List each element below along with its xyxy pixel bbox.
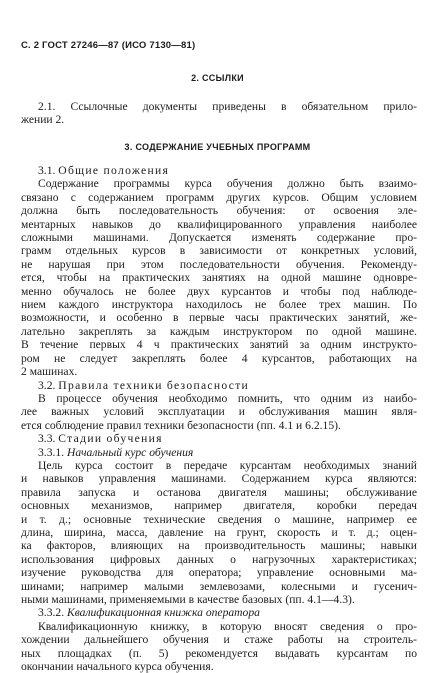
text-line: Цель курса состоит в передаче курсантам необходимых знаний	[38, 458, 417, 472]
text-line: ных площадках (п. 5) рекомендуется выдавать курсантам по	[21, 646, 417, 660]
text-line: изучение руководства для оператора; управление основными ма-	[21, 566, 417, 580]
text-line: ром не следует закреплять более 4 курсантов, работающих на	[21, 351, 417, 365]
text-line: связано с содержанием программ других курсов. Общим условием	[21, 190, 417, 204]
text-line: ка факторов, влияющих на производительность машины; навыки	[21, 539, 417, 553]
text-line: хождении дальнейшего обучения и стаже работы на строитель-	[21, 633, 417, 647]
text-line: длина, ширина, масса, давление на грунт, скорость и т. д.; оцен-	[21, 525, 417, 539]
text-line: лее важных условий эксплуатации и обслуживания машин явля-	[21, 405, 417, 419]
text-line: сложными машинами. Допускается изменять содержание про-	[21, 231, 417, 245]
text-line: и т. д.; основные технические сведения о машине, например ее	[21, 512, 417, 526]
text-line: должна быть последовательность обучения: от освоения эле-	[21, 204, 417, 218]
text-line: ными машинами, применяемыми в качестве базовых (пп. 4.1—4.3).	[21, 593, 355, 606]
text-line: 2 машинах.	[21, 365, 78, 379]
subsection-number: 3.3.2.	[38, 606, 65, 620]
subsection-number: 3.1.	[38, 164, 56, 177]
section-3-1-block	[21, 164, 417, 673]
text-line: использования цифровых данных о нагрузочных характеристиках;	[21, 552, 417, 566]
subsection-3-3-2-title	[21, 606, 417, 619]
subsection-number: 3.3.1.	[38, 445, 65, 459]
text-line: основных механизмов, например двигателя, коробки передач	[21, 499, 417, 513]
subsection-title: Правила техники безопасности	[58, 378, 250, 392]
text-line: ется, чтобы на практических занятиях на одной машине одновре-	[21, 271, 417, 285]
text-line: грамм отдельных курсов в зависимости от конкретных условий,	[21, 244, 417, 258]
text-line: жении 2.	[21, 113, 65, 127]
text-line: менно обучалось не более двух курсантов и чтобы под наблюде-	[21, 284, 417, 298]
text-line: шинами; например малыми землевозами, колесными и гусенич-	[21, 579, 417, 593]
text-line: и навыков управления машинами. Содержанием курса являются:	[21, 472, 417, 486]
subsection-title: Общие положения	[58, 164, 170, 177]
text-line: Содержание программы курса обучения должно быть взаимо-	[38, 177, 417, 191]
subsection-3-3-1-title	[21, 446, 417, 459]
text-line: ется соблюдение правил техники безопасности (пп. 4.1 и 6.2.15).	[21, 418, 341, 432]
section-2-paragraph	[21, 100, 417, 127]
text-line: не нарушая при этом последовательности обучения. Рекоменду-	[21, 257, 417, 271]
text-line: нием каждого инструктора находилось не более трех машин. По	[21, 298, 417, 312]
text-line: правила запуска и останова двигателя машины; обслуживание	[21, 485, 417, 499]
subsection-number: 3.2.	[38, 378, 56, 392]
subsection-title: Квалификационная книжка оператора	[67, 606, 260, 620]
subsection-title: Начальный курс обучения	[67, 445, 194, 459]
section-3-heading: 3. СОДЕРЖАНИЕ УЧЕБНЫХ ПРОГРАММ	[124, 142, 311, 152]
subsection-3-3-title	[21, 432, 417, 445]
text-line: ментарных навыков до квалифицированного управления наиболее	[21, 217, 417, 231]
text-line: Квалификационную книжку, в которую вносят сведения о про-	[38, 619, 417, 633]
subsection-title: Стадии обучения	[58, 432, 163, 446]
section-2-heading: 2. ССЫЛКИ	[191, 73, 244, 83]
text-line: лательно закреплять за каждым инструктором по одной машине.	[21, 324, 417, 338]
text-line: возможности, и особенно в первые часы практических занятий, же-	[21, 311, 417, 325]
subsection-3-1-title	[21, 164, 417, 177]
running-head: С. 2 ГОСТ 27246—87 (ИСО 7130—81)	[21, 40, 196, 51]
subsection-number: 3.3.	[38, 432, 56, 446]
text-line: В течение первых 4 ч практических занятий за одним инструкто-	[21, 338, 417, 352]
text-line: 2.1. Ссылочные документы приведены в обязательном прило-	[38, 100, 417, 113]
subsection-3-2-title	[21, 379, 417, 392]
text-line: В процессе обучения необходимо помнить, что одним из наибо-	[38, 391, 417, 405]
text-line: окончании начального курса обучения.	[21, 660, 214, 673]
